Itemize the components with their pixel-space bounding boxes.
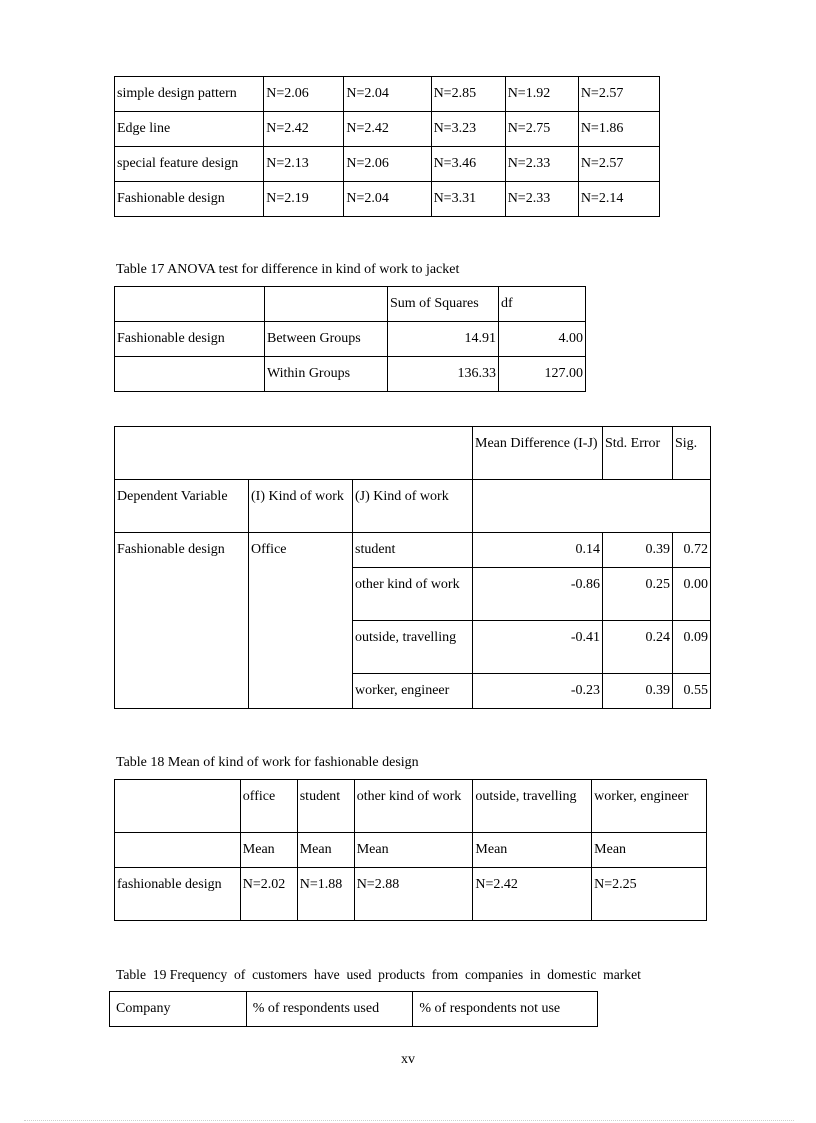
j-kind-cell: worker, engineer — [353, 674, 473, 709]
table-cell: N=3.31 — [431, 182, 505, 217]
table-cell: N=1.86 — [578, 112, 659, 147]
table-cell: N=2.42 — [473, 868, 592, 921]
mean-label: Mean — [297, 833, 354, 868]
table-cell: N=2.04 — [344, 182, 431, 217]
std-error-cell: 0.24 — [603, 621, 673, 674]
mean-label: Mean — [592, 833, 707, 868]
sig-cell: 0.55 — [673, 674, 711, 709]
j-kind-cell: student — [353, 533, 473, 568]
group-label: Between Groups — [265, 322, 388, 357]
table-cell: N=2.14 — [578, 182, 659, 217]
row-label: Edge line — [115, 112, 264, 147]
design-attributes-table — [114, 76, 660, 217]
table-row — [115, 112, 660, 147]
df-value: 127.00 — [499, 357, 586, 392]
j-kind-cell: other kind of work — [353, 568, 473, 621]
mean-label: Mean — [473, 833, 592, 868]
group-label: Within Groups — [265, 357, 388, 392]
df-value: 4.00 — [499, 322, 586, 357]
table-cell: N=3.23 — [431, 112, 505, 147]
mean-difference-cell: 0.14 — [473, 533, 603, 568]
row-label: Fashionable design — [115, 322, 265, 357]
table-cell: N=2.02 — [240, 868, 297, 921]
table-cell: N=2.33 — [505, 147, 578, 182]
mean-difference-cell: -0.23 — [473, 674, 603, 709]
table-cell: N=2.57 — [578, 147, 659, 182]
mean-label: Mean — [240, 833, 297, 868]
table-row — [115, 833, 707, 868]
column-header: % of respondents used — [246, 992, 413, 1027]
table-cell: N=1.88 — [297, 868, 354, 921]
table-cell: N=2.04 — [344, 77, 431, 112]
table-row — [115, 182, 660, 217]
anova-table — [114, 286, 586, 392]
row-label: Fashionable design — [115, 182, 264, 217]
table-cell: N=2.88 — [354, 868, 473, 921]
table-cell: N=2.57 — [578, 77, 659, 112]
row-label: fashionable design — [115, 868, 241, 921]
table-cell: N=2.42 — [344, 112, 431, 147]
column-header: worker, engineer — [592, 780, 707, 833]
table-cell: N=2.85 — [431, 77, 505, 112]
table19-caption: Table 19 Frequency of customers have used products from companies in domestic market — [116, 967, 641, 982]
sum-of-squares-value: 14.91 — [388, 322, 499, 357]
table-cell: N=2.19 — [264, 182, 344, 217]
table-header-row — [115, 427, 711, 480]
table-cell: N=2.75 — [505, 112, 578, 147]
table-cell: N=2.42 — [264, 112, 344, 147]
table18-caption: Table 18 Mean of kind of work for fashionable design — [116, 755, 419, 770]
table-row — [115, 357, 586, 392]
sig-cell: 0.00 — [673, 568, 711, 621]
posthoc-table — [114, 426, 711, 709]
table-cell: N=1.92 — [505, 77, 578, 112]
table17-caption: Table 17 ANOVA test for difference in kind of work to jacket — [116, 262, 460, 277]
header-j-kind: (J) Kind of work — [353, 480, 473, 533]
table-row — [115, 533, 711, 568]
table-header-row — [110, 992, 598, 1027]
column-header: office — [240, 780, 297, 833]
table-row — [115, 322, 586, 357]
mean-difference-cell: -0.86 — [473, 568, 603, 621]
page-divider — [24, 1120, 794, 1121]
table-header-row — [115, 480, 711, 533]
sig-cell: 0.09 — [673, 621, 711, 674]
company-table — [109, 991, 598, 1027]
i-kind-cell: Office — [249, 533, 353, 709]
table-row — [115, 868, 707, 921]
std-error-cell: 0.39 — [603, 533, 673, 568]
header-sig: Sig. — [673, 427, 711, 480]
header-mean-difference: Mean Difference (I-J) — [473, 427, 603, 480]
header-i-kind: (I) Kind of work — [249, 480, 353, 533]
page-number: xv — [401, 1052, 415, 1067]
mean-difference-cell: -0.41 — [473, 621, 603, 674]
table-cell: N=2.25 — [592, 868, 707, 921]
row-label: special feature design — [115, 147, 264, 182]
dependent-variable-cell: Fashionable design — [115, 533, 249, 709]
j-kind-cell: outside, travelling — [353, 621, 473, 674]
header-sum-of-squares: Sum of Squares — [388, 287, 499, 322]
table-cell: N=2.13 — [264, 147, 344, 182]
column-header: outside, travelling — [473, 780, 592, 833]
std-error-cell: 0.39 — [603, 674, 673, 709]
column-header: % of respondents not use — [413, 992, 598, 1027]
table-header-row — [115, 287, 586, 322]
table-row — [115, 77, 660, 112]
header-df: df — [499, 287, 586, 322]
table-cell: N=3.46 — [431, 147, 505, 182]
table-row — [115, 147, 660, 182]
header-dependent-variable: Dependent Variable — [115, 480, 249, 533]
row-label: simple design pattern — [115, 77, 264, 112]
column-header: other kind of work — [354, 780, 473, 833]
column-header: student — [297, 780, 354, 833]
std-error-cell: 0.25 — [603, 568, 673, 621]
table-header-row — [115, 780, 707, 833]
table-cell: N=2.06 — [264, 77, 344, 112]
table-cell: N=2.33 — [505, 182, 578, 217]
mean-table — [114, 779, 707, 921]
sum-of-squares-value: 136.33 — [388, 357, 499, 392]
mean-label: Mean — [354, 833, 473, 868]
column-header: Company — [110, 992, 247, 1027]
header-std-error: Std. Error — [603, 427, 673, 480]
table-cell: N=2.06 — [344, 147, 431, 182]
sig-cell: 0.72 — [673, 533, 711, 568]
